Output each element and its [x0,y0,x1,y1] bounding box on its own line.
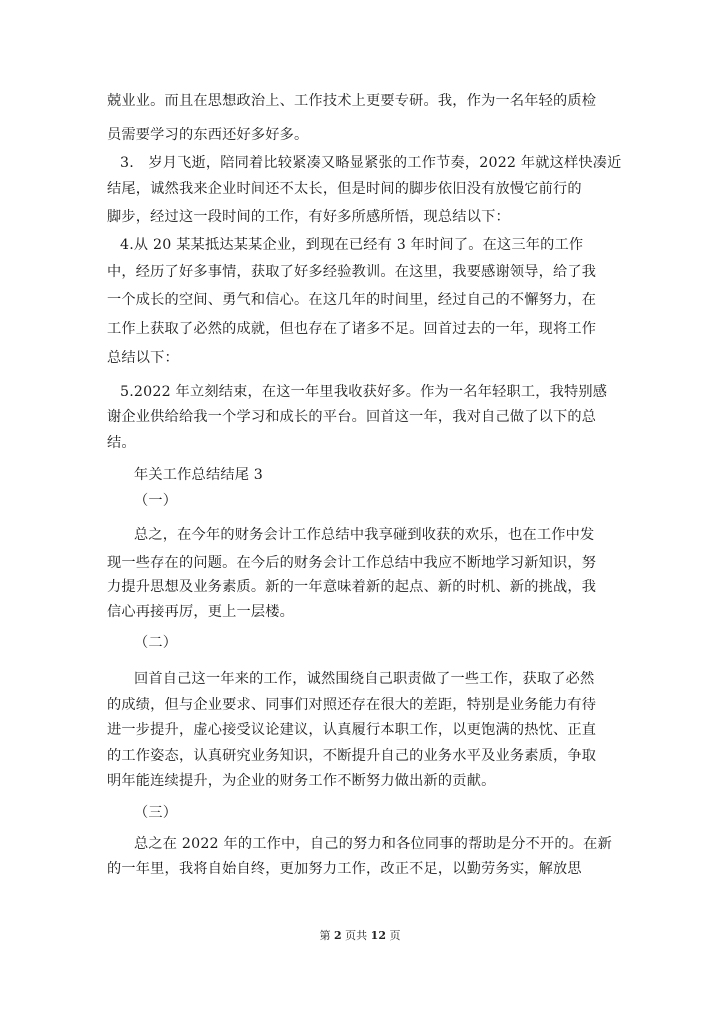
body-text-line: 的工作姿态，认真研究业务知识，不断提升自己的业务水平及业务素质，争取 [107,748,597,764]
body-text-line: 的成绩，但与企业要求、同事们对照还存在很大的差距，特别是业务能力有待 [107,697,597,713]
body-text-line: 信心再接再厉，更上一层楼。 [107,604,295,620]
total-page-count: 12 [370,929,386,942]
body-text-line: 中，经历了好多事情，获取了好多经验教训。在这里，我要感谢领导，给了我 [107,264,597,280]
current-page-number: 2 [334,929,342,942]
body-text-line: 一个成长的空间、勇气和信心。在这几年的时间里，经过自己的不懈努力，在 [107,292,597,308]
subsection-heading: （三） [134,805,178,821]
body-text-line: 员需要学习的东西还好多好多。 [107,127,309,143]
body-text-line: 进一步提升，虚心接受议论建议，认真履行本职工作，以更饱满的热忱、正直 [107,722,597,738]
body-text-line: 回首自己这一年来的工作，诚然围绕自己职责做了一些工作，获取了必然 [134,671,595,687]
body-text-line: 力提升思想及业务素质。新的一年意味着新的起点、新的时机、新的挑战，我 [107,579,597,595]
body-text-line: 脚步，经过这一段时间的工作，有好多所感所悟，现总结以下： [107,209,510,225]
subsection-heading: （一） [134,493,178,509]
body-text-line: 明年能连续提升，为企业的财务工作不断努力做出新的贡献。 [107,773,496,789]
body-text-line: 总之在 2022 年的工作中，自己的努力和各位同事的帮助是分不开的。在新 [134,836,612,852]
body-text-line: 兢业业。而且在思想政治上、工作技术上更要专研。我，作为一名年轻的质检 [107,93,597,109]
footer-prefix: 第 [319,929,331,942]
body-text-line: 总结以下： [107,350,179,366]
section-heading: 年关工作总结结尾 3 [134,467,264,483]
body-text-line: 工作上获取了必然的成就，但也存在了诸多不足。回首过去的一年，现将工作 [107,321,597,337]
footer-middle: 页共 [345,929,368,942]
footer-suffix: 页 [389,929,401,942]
body-text-line: 4.从 20 某某抵达某某企业，到现在已经有 3 年时间了。在这三年的工作 [120,237,584,253]
page-footer [0,929,720,943]
body-text-line: 的一年里，我将自始自终，更加努力工作，改正不足，以勤劳务实，解放思 [107,861,582,877]
body-text-line: 结尾，诚然我来企业时间还不太长，但是时间的脚步依旧没有放慢它前行的 [107,181,582,197]
body-text-line: 总之，在今年的财务会计工作总结中我享碰到收获的欢乐，也在工作中发 [134,527,595,543]
body-text-line: 结。 [107,435,136,451]
body-text-line: 3. 岁月飞逝，陪同着比较紧凑又略显紧张的工作节奏，2022 年就这样快凑近 [120,155,622,171]
body-text-line: 现一些存在的问题。在今后的财务会计工作总结中我应不断地学习新知识，努 [107,555,597,571]
body-text-line: 5.2022 年立刻结束，在这一年里我收获好多。作为一名年轻职工，我特别感 [120,384,608,400]
subsection-heading: （二） [134,635,178,651]
body-text-line: 谢企业供给给我一个学习和成长的平台。回首这一年，我对自己做了以下的总 [107,409,597,425]
